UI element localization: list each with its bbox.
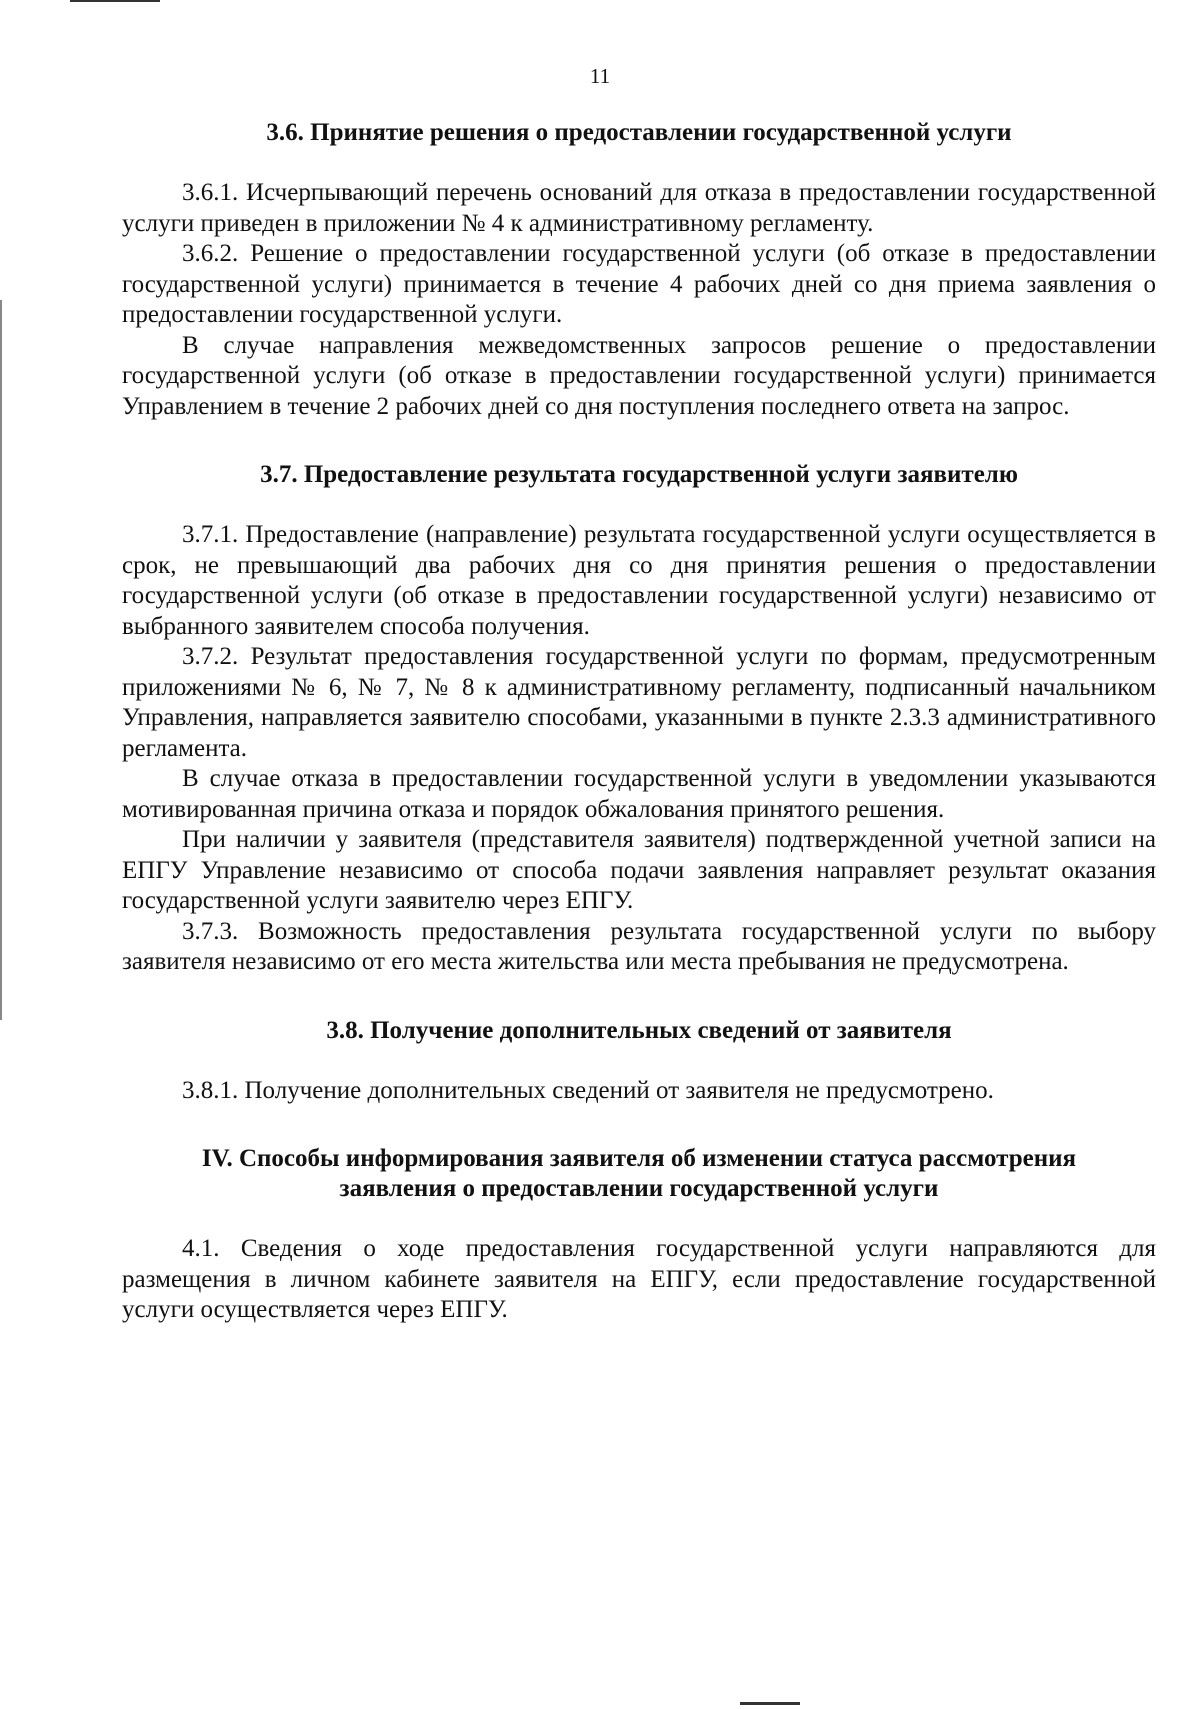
- paragraph: При наличии у заявителя (представителя заявителя) подтвержденной учетной записи на ЕПГУ Управление независимо от способа подачи заявления направляет результат оказания государственной услуги заявителю через ЕПГУ.: [122, 826, 1156, 914]
- scan-artifact-left: [0, 300, 2, 1020]
- section-heading: 3.6. Принятие решения о предоставлении государственной услуги: [266, 119, 1012, 146]
- paragraph: 3.8.1. Получение дополнительных сведений от заявителя не предусмотрено.: [182, 1076, 994, 1104]
- section-heading: 3.8. Получение дополнительных сведений от заявителя: [326, 1016, 952, 1044]
- paragraph: 3.6.1. Исчерпывающий перечень оснований для отказа в предоставлении государственной услуги приведен в приложении № 4 к административному регламенту.: [122, 179, 1156, 237]
- paragraph: 3.7.2. Результат предоставления государственной услуги по формам, предусмотренным приложениями № 6, № 7, № 8 к административному регламенту, подписанный начальником Управления, направляется заявителю способами, указанными в пункте 2.3.3 административного регламента.: [122, 643, 1156, 762]
- paragraph: 3.7.1. Предоставление (направление) результата государственной услуги осуществляется в срок, не превышающий два рабочих дня со дня принятия решения о предоставлении государственной услуги (об отказе в предоставлении государственной услуги) независимо от выбранного заявителем способа получения.: [122, 521, 1156, 640]
- paragraph: 3.7.3. Возможность предоставления результата государственной услуги по выбору заявителя независимо от его места жительства или места пребывания не предусмотрена.: [122, 917, 1156, 975]
- scan-artifact-bottom: [740, 1702, 800, 1705]
- document-body: [122, 118, 1156, 1326]
- paragraph: В случае отказа в предоставлении государственной услуги в уведомлении указываются мотивированная причина отказа и порядок обжалования принятого решения.: [122, 765, 1156, 823]
- scan-artifact-top: [70, 0, 160, 2]
- paragraph: 3.6.2. Решение о предоставлении государственной услуги (об отказе в предоставлении государственной услуги) принимается в течение 4 рабочих дней со дня приема заявления о предоставлении государственной услуги.: [122, 240, 1156, 328]
- section-3-7: [122, 460, 1156, 978]
- section-heading: 3.7. Предоставление результата государственной услуги заявителю: [260, 461, 1018, 488]
- section-iv: [122, 1144, 1156, 1326]
- section-3-6: [122, 118, 1156, 422]
- section-3-8: [122, 1016, 1156, 1107]
- paragraph: В случае направления межведомственных запросов решение о предоставлении государственной услуги (об отказе в предоставлении государственной услуги) принимается Управлением в течение 2 рабочих дней со дня поступления последнего ответа на запрос.: [122, 331, 1156, 420]
- section-heading: IV. Способы информирования заявителя об изменении статуса рассмотрения заявления о предоставлении государственной услуги: [201, 1145, 1077, 1202]
- page-number: 11: [589, 64, 611, 88]
- paragraph: 4.1. Сведения о ходе предоставления государственной услуги направляются для размещения в личном кабинете заявителя на ЕПГУ, если предоставление государственной услуги осуществляется через ЕПГУ.: [122, 1235, 1156, 1323]
